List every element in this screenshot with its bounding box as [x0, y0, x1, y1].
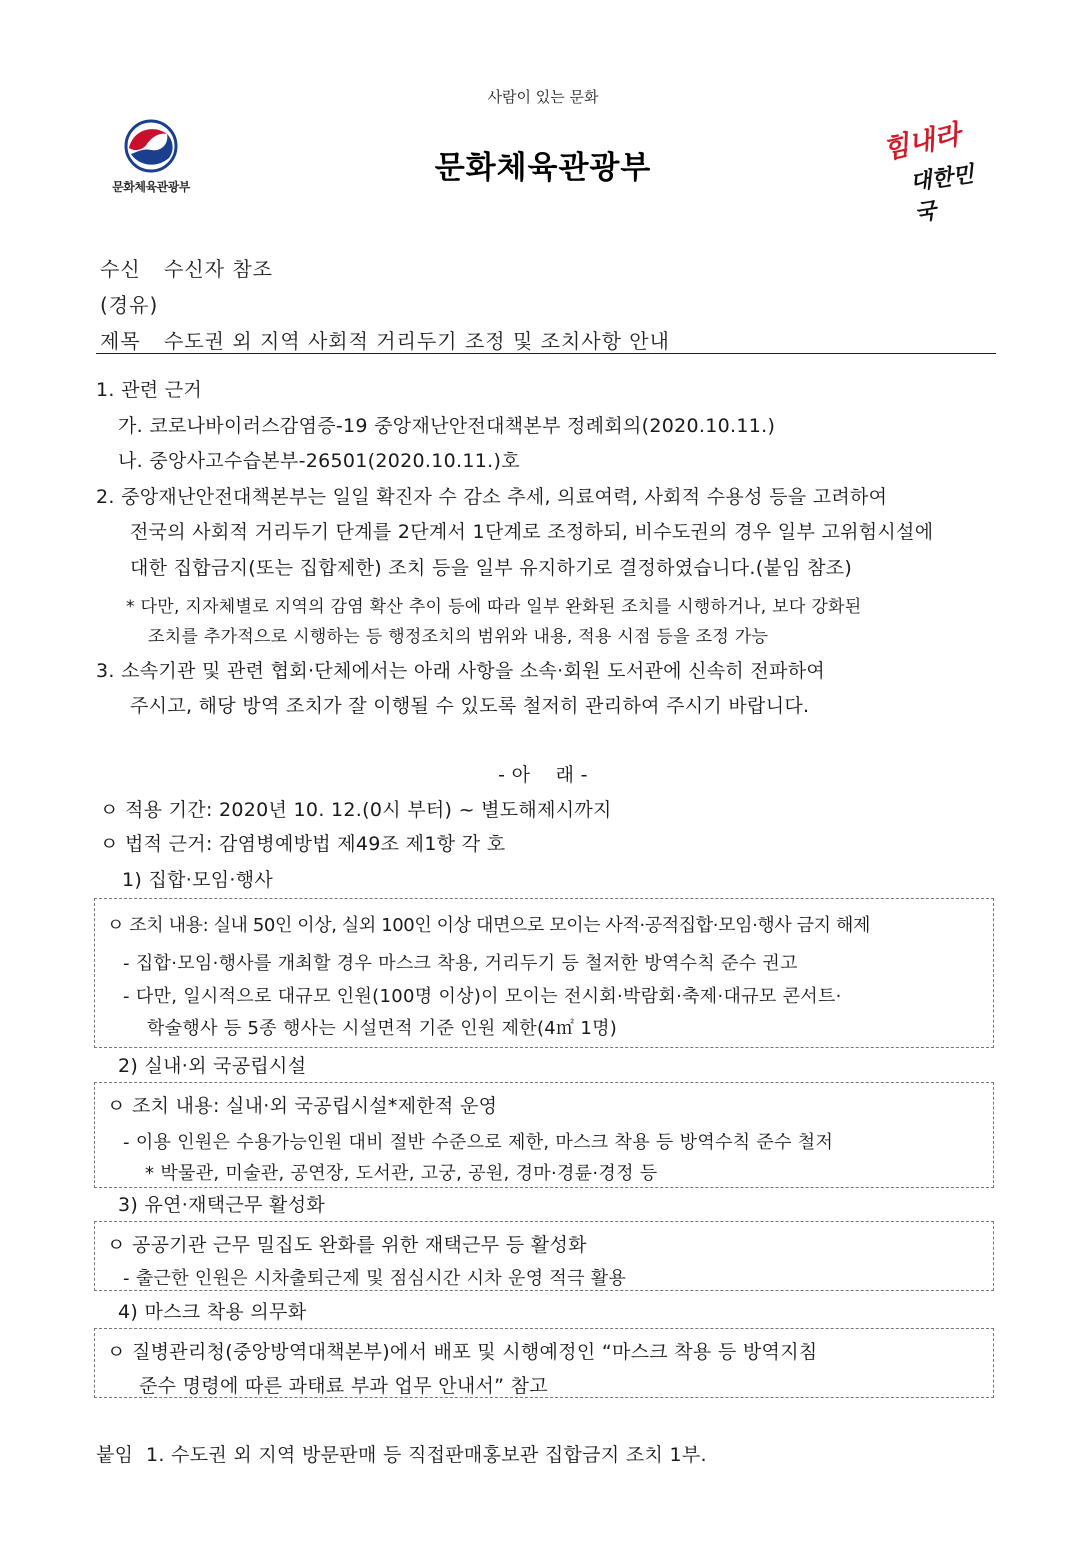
section-box [94, 1082, 994, 1188]
below-heading: - 아 래 - [498, 764, 588, 786]
header-divider [96, 353, 996, 354]
recipient-row [100, 253, 273, 282]
attachment-line: 붙임 1. 수도권 외 지역 방문판매 등 직접판매홍보관 집합금지 조치 1부. [96, 1444, 707, 1466]
emblem-line2: 대한민국 [908, 161, 976, 227]
legal-basis-line: ㅇ 법적 근거: 감염병예방법 제49조 제1항 각 호 [100, 833, 506, 855]
item2-line2: 전국의 사회적 거리두기 단계를 2단계서 1단계로 조정하되, 비수도권의 경우 일부 고위험시설에 [130, 521, 934, 543]
section-line: * 박물관, 미술관, 공연장, 도서관, 고궁, 공원, 경마·경륜·경정 등 [145, 1163, 658, 1184]
section-box [94, 1328, 994, 1398]
section-title: 3) 유연·재택근무 활성화 [118, 1194, 326, 1216]
item2-line3: 대한 집합금지(또는 집합제한) 조치 등을 일부 유지하기로 결정하였습니다.(붙임 참조) [130, 557, 853, 579]
item1-title: 1. 관련 근거 [96, 379, 203, 401]
section-line: - 출근한 인원은 시차출퇴근제 및 점심시간 시차 운영 적극 활용 [123, 1268, 627, 1289]
section-title: 1) 집합·모임·행사 [122, 869, 274, 891]
section-line: ㅇ 질병관리청(중앙방역대책본부)에서 배포 및 시행예정인 “마스크 착용 등 방역지침 [107, 1341, 818, 1363]
item1-a: 가. 코로나바이러스감염증-19 중앙재난안전대책본부 정례회의(2020.10.11.) [118, 415, 776, 437]
section-line: ㅇ 조치 내용: 실내 50인 이상, 실외 100인 이상 대면으로 모이는 사적·공적집합·모임·행사 금지 해제 [107, 915, 870, 936]
item2-line1: 2. 중앙재난안전대책본부는 일일 확진자 수 감소 추세, 의료여력, 사회적 수용성 등을 고려하여 [96, 486, 888, 508]
logo-caption: 문화체육관광부 [112, 180, 190, 194]
item1-b: 나. 중앙사고수습본부-26501(2020.10.11.)호 [118, 450, 520, 472]
item2-note-line2: 조치를 추가적으로 시행하는 등 행정조치의 범위와 내용, 적용 시점 등을 조정 가능 [148, 627, 769, 647]
subject-value: 수도권 외 지역 사회적 거리두기 조정 및 조치사항 안내 [164, 329, 670, 353]
slogan: 사람이 있는 문화 [487, 88, 599, 106]
section-line: ㅇ 조치 내용: 실내·외 국공립시설*제한적 운영 [107, 1095, 498, 1117]
section-line: 학술행사 등 5종 행사는 시설면적 기준 인원 제한(4㎡ 1명) [147, 1018, 618, 1039]
emblem-line1: 힘내라 [880, 119, 964, 166]
via-row: (경유) [100, 293, 159, 317]
slogan-emblem [876, 116, 994, 227]
item3-line2: 주시고, 해당 방역 조치가 잘 이행될 수 있도록 철저히 관리하여 주시기 바랍니다. [130, 695, 810, 717]
item2-note-line1: * 다만, 지자체별로 지역의 감염 확산 추이 등에 따라 일부 완화된 조치를 시행하거나, 보다 강화된 [126, 597, 862, 617]
recipient-value: 수신자 참조 [164, 257, 273, 281]
section-line: ㅇ 공공기관 근무 밀집도 완화를 위한 재택근무 등 활성화 [107, 1234, 587, 1256]
section-box [94, 1221, 994, 1291]
section-title: 2) 실내·외 국공립시설 [118, 1055, 307, 1077]
recipient-label: 수신 [100, 257, 141, 281]
section-line: - 이용 인원은 수용가능인원 대비 절반 수준으로 제한, 마스크 착용 등 방역수칙 준수 철저 [123, 1132, 834, 1153]
section-line: 준수 명령에 따른 과태료 부과 업무 안내서” 참고 [139, 1375, 548, 1397]
section-line: - 집합·모임·행사를 개최할 경우 마스크 착용, 거리두기 등 철저한 방역수칙 준수 권고 [123, 953, 798, 974]
subject-row [100, 325, 670, 354]
ministry-title: 문화체육관광부 [434, 150, 652, 186]
item3-line1: 3. 소속기관 및 관련 협회·단체에서는 아래 사항을 소속·회원 도서관에 신속히 전파하여 [96, 660, 826, 682]
subject-label: 제목 [100, 329, 141, 353]
period-line: ㅇ 적용 기간: 2020년 10. 12.(0시 부터) ~ 별도해제시까지 [100, 799, 612, 821]
section-line: - 다만, 일시적으로 대규모 인원(100명 이상)이 모이는 전시회·박람회·축제·대규모 콘서트· [123, 986, 842, 1007]
section-box [94, 898, 994, 1048]
section-title: 4) 마스크 착용 의무화 [118, 1301, 307, 1323]
